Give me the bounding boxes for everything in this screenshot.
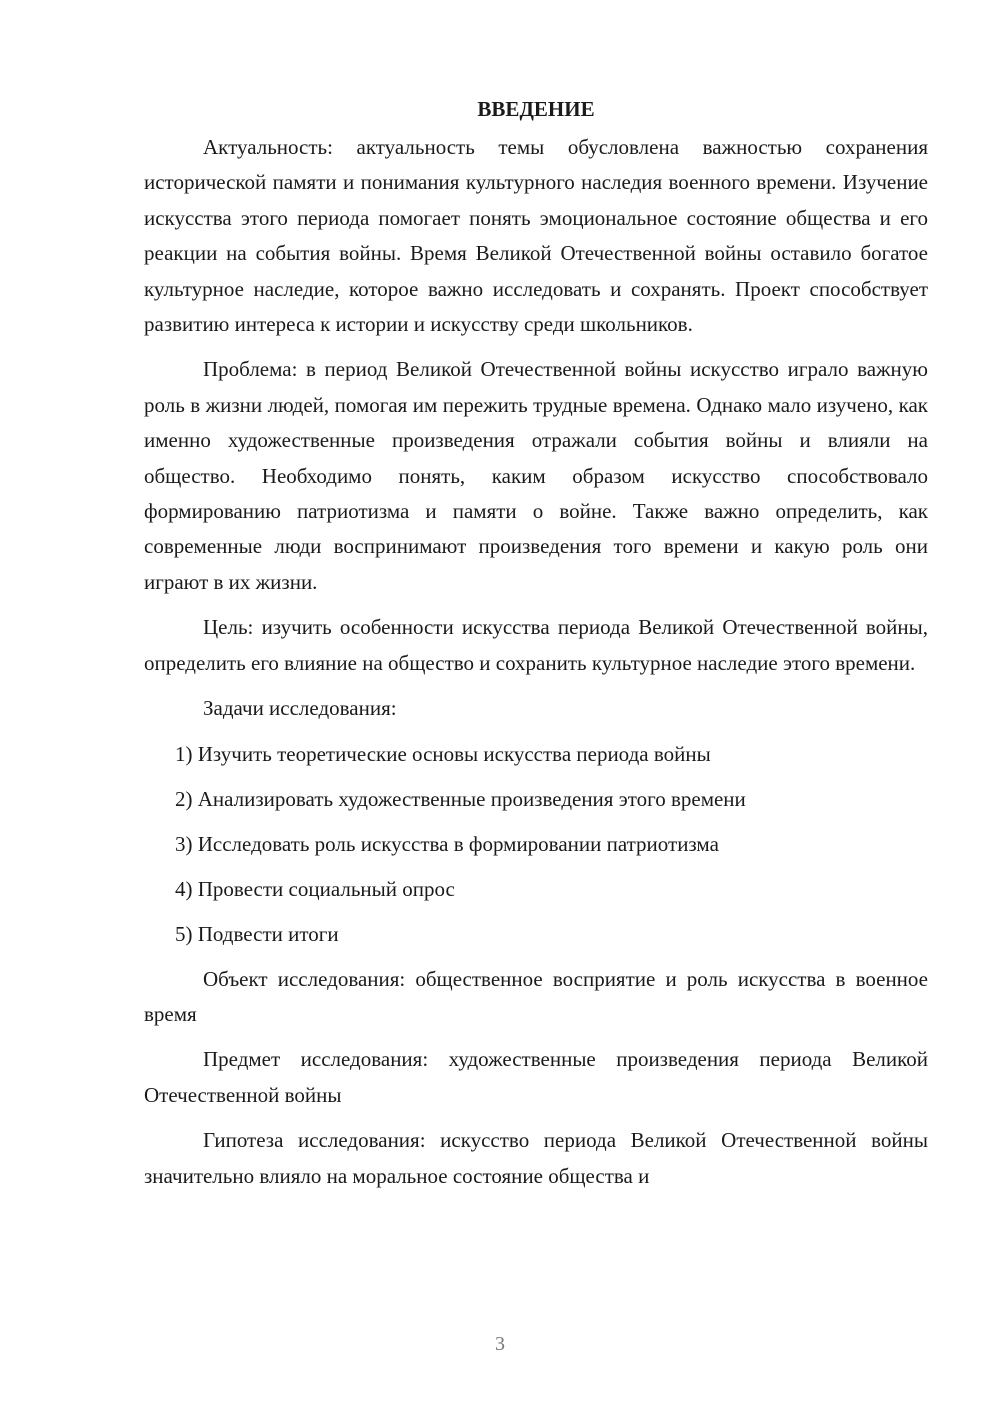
page-number: 3 (495, 1333, 505, 1355)
list-item: 3) Исследовать роль искусства в формировании патриотизма (175, 831, 719, 856)
list-item: 1) Изучить теоретические основы искусства периода войны (175, 741, 711, 766)
problem-paragraph: Проблема: в период Великой Отечественной войны искусство играло важную роль в жизни людей, помогая им пережить трудные времена. Однако мало изучено, как именно художественные произведения отражали события войны и влияли на общество. Необходимо понять, каким образом искусство способствовало формированию патриотизма и памяти о войне. Также важно определить, как современные люди воспринимают произведения того времени и какую роль они играют в их жизни. (144, 357, 928, 594)
list-item: 5) Подвести итоги (175, 921, 339, 946)
goal-paragraph: Цель: изучить особенности искусства периода Великой Отечественной войны, определить его влияние на общество и сохранить культурное наследие этого времени. (144, 615, 928, 675)
tasks-list (144, 737, 928, 952)
list-item: 4) Провести социальный опрос (175, 876, 455, 901)
relevance-paragraph: Актуальность: актуальность темы обусловлена важностью сохранения исторической памяти и понимания культурного наследия военного времени. Изучение искусства этого периода помогает понять эмоциональное состояние общества и его реакции на события войны. Время Великой Отечественной войны оставило богатое культурное наследие, которое важно исследовать и сохранять. Проект способствует развитию интереса к истории и искусству среди школьников. (144, 135, 928, 337)
subject-paragraph: Предмет исследования: художественные произведения периода Великой Отечественной войны (144, 1047, 928, 1107)
section-title: ВВЕДЕНИЕ (477, 97, 595, 121)
object-paragraph: Объект исследования: общественное восприятие и роль искусства в военное время (144, 966, 928, 1026)
list-item: 2) Анализировать художественные произведения этого времени (175, 786, 746, 811)
hypothesis-paragraph: Гипотеза исследования: искусство периода Великой Отечественной войны значительно влияло на моральное состояние общества и (144, 1128, 928, 1188)
document-body (144, 92, 928, 1204)
tasks-heading: Задачи исследования: (203, 696, 397, 721)
